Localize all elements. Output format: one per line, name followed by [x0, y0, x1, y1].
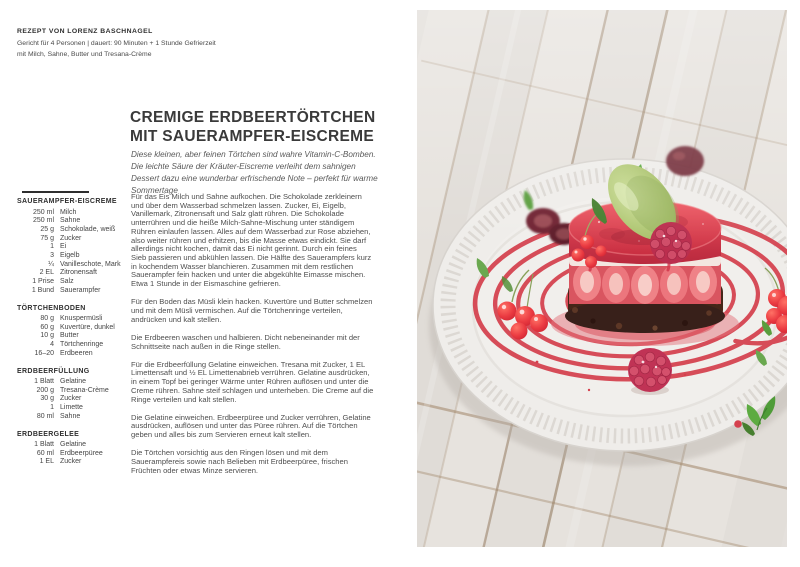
ingredient-quantity: 1 Blatt [34, 378, 54, 386]
ingredient-section-title: ERDBEERFÜLLUNG [17, 367, 90, 375]
recipe-intro: Diese kleinen, aber feinen Törtchen sind wahre Vitamin-C-Bomben. Die leichte Säure der Kräuter-Eiscreme verleiht dem sahnigen Dessert dazu eine wunderbar erfrischende Note – perfekt für warme Sommertage [131, 150, 378, 195]
ingredient-name: Erdbeerpüree [60, 449, 103, 457]
ingredient-quantity: 16–20 [34, 349, 54, 357]
instruction-paragraph: Für den Boden das Müsli klein hacken. Kuvertüre und Butter schmelzen und mit dem Müsli vermischen. Auf die Törtchenringe verteilen, andrücken und kalt stellen. [131, 297, 373, 324]
ingredient-name: Limette [60, 404, 83, 412]
title-line-2: MIT SAUERAMPFER-EISCREME [130, 127, 375, 145]
ingredient-row [17, 341, 123, 350]
page-title [130, 109, 420, 146]
ingredient-quantity: 25 g [40, 225, 54, 233]
ingredient-rows [17, 378, 123, 422]
ingredient-quantity: 1 EL [39, 458, 54, 466]
ingredient-row [17, 324, 123, 333]
ingredient-name: Törtchenringe [60, 341, 104, 349]
ingredient-name: Eigelb [60, 252, 80, 260]
ingredient-name: Kuvertüre, dunkel [60, 323, 115, 331]
ingredient-row [17, 450, 123, 459]
ingredient-name: Milch [60, 208, 77, 216]
ingredient-row [17, 413, 123, 422]
ingredient-row [17, 315, 123, 324]
ingredient-name: Salz [60, 278, 74, 286]
instruction-paragraph: Die Gelatine einweichen. Erdbeerpüree und Zucker verrühren, Gelatine ausdrücken, auflösen und unter das Püree rühren. Auf die Törtchen geben und alles bis zum Servieren erneut kalt stellen. [131, 412, 371, 440]
ingredient-row [17, 209, 123, 218]
ingredient-quantity: 1 Bund [31, 286, 54, 294]
ingredient-row [17, 332, 123, 341]
recipe-serving-info: Gericht für 4 Personen | dauert: 90 Minuten + 1 Stunde Gefrierzeit [17, 40, 216, 47]
ingredient-name: Sahne [60, 412, 81, 420]
ingredient-section [17, 198, 123, 296]
ingredients-column [17, 198, 123, 476]
ingredient-row [17, 235, 123, 244]
ingredient-quantity: 75 g [40, 234, 54, 242]
ingredient-name: Gelatine [60, 378, 87, 386]
ingredient-name: Zucker [60, 458, 82, 466]
ingredient-row [17, 395, 123, 404]
recipe-meta [17, 26, 347, 60]
ingredient-row [17, 252, 123, 261]
ingredient-quantity: 200 g [36, 386, 54, 394]
dessert-photo [417, 10, 787, 547]
ingredient-row [17, 378, 123, 387]
ingredient-name: Knuspermüsli [60, 315, 103, 323]
ingredient-section-title: TÖRTCHENBODEN [17, 304, 86, 312]
ingredient-quantity: 60 ml [36, 449, 54, 457]
ingredient-quantity: 1 [50, 243, 54, 251]
ingredient-row [17, 226, 123, 235]
ingredient-name: Ei [60, 243, 67, 251]
ingredient-section-title: SAUERAMPFER-EISCREME [17, 198, 117, 205]
recipe-author: REZEPT VON LORENZ BASCHNAGEL [17, 28, 153, 35]
ingredient-row [17, 217, 123, 226]
ingredient-row [17, 278, 123, 287]
ingredient-quantity: 80 ml [36, 412, 54, 420]
ingredient-quantity: ¼ [48, 260, 54, 268]
ingredient-quantity: 4 [50, 341, 54, 349]
title-line-1: CREMIGE ERDBEERTÖRTCHEN [130, 109, 376, 127]
ingredient-name: Butter [60, 332, 79, 340]
ingredient-name: Schokolade, weiß [60, 225, 116, 233]
ingredient-row [17, 387, 123, 396]
ingredient-section [17, 305, 123, 359]
instruction-paragraph: Für das Eis Milch und Sahne aufkochen. Die Schokolade zerkleinern und über dem Wasserbad schmelzen lassen. Zucker, Ei, Eigelb, Vanillemark, Zitronensaft und Salz glatt rühren. Die Schokolade unterrühren und die heiße Milch-Sahne-Mischung unter ständigem Rühren einlaufen lassen. Alles auf dem Wasserbad zur Rose abziehen, also weiter rühren und erhitzen, bis die Masse etwas eindickt. Sie darf allerdings nicht kochen, damit das Ei nicht gerinnt. Durch ein feines Sieb passieren und abkühlen lassen. Die Hälfte des Sauerampfers kurz in kochendem Wasser blanchieren. Zusammen mit dem restlichen Sauerampfer fein hacken und unter die abgekühlte Eimasse mischen. Etwa 1 Stunde in der Eismaschine gefrieren. [131, 192, 372, 289]
ingredient-name: Gelatine [60, 441, 87, 449]
ingredient-name: Vanilleschote, Mark [60, 260, 121, 268]
ingredient-quantity: 3 [50, 252, 54, 260]
photo-light-overlay [417, 10, 787, 547]
ingredient-section-title: ERDBEERGELEE [17, 430, 80, 438]
ingredient-quantity: 60 g [40, 323, 54, 331]
ingredient-quantity: 1 Prise [32, 278, 54, 286]
ingredient-quantity: 250 ml [32, 208, 54, 216]
ingredient-rows [17, 209, 123, 296]
ingredient-rows [17, 441, 123, 467]
instructions-column [131, 193, 374, 485]
ingredient-quantity: 2 EL [39, 269, 54, 277]
ingredient-row [17, 404, 123, 413]
ingredient-row [17, 287, 123, 296]
instruction-paragraph: Die Erdbeeren waschen und halbieren. Dicht nebeneinander mit der Schnittseite nach außen in die Ringe stellen. [131, 332, 360, 351]
ingredient-section [17, 368, 123, 422]
ingredient-row [17, 350, 123, 359]
ingredient-name: Tresana-Crème [60, 386, 109, 394]
ingredient-name: Zucker [60, 395, 82, 403]
instruction-paragraph: Für die Erdbeerfüllung Gelatine einweichen. Tresana mit Zucker, 1 EL Limettensaft und ½ EL Limettenabrieb verrühren. Gelatine ausdrücken, in einem Topf bei geringer Wärme unter Rühren auflösen und unter die Creme rühren. Sahne steif schlagen und unterheben. Die Creme auf die Ringe verteilen und kalt stellen. [131, 359, 374, 404]
ingredient-row [17, 458, 123, 467]
ingredient-quantity: 250 ml [32, 217, 54, 225]
ingredient-quantity: 80 g [40, 315, 54, 323]
ingredient-row [17, 269, 123, 278]
ingredient-quantity: 1 Blatt [34, 441, 54, 449]
ingredient-name: Zitronensaft [60, 269, 97, 277]
ingredient-quantity: 30 g [40, 395, 54, 403]
ingredient-name: Erdbeeren [60, 349, 93, 357]
recipe-dairy-info: mit Milch, Sahne, Butter und Tresana-Crème [17, 51, 152, 58]
instruction-paragraph: Die Törtchen vorsichtig aus den Ringen lösen und mit dem Sauerampfereis sowie nach Belieben mit Erdbeerpüree, frischen Früchten oder etwas Minze servieren. [131, 448, 348, 475]
ingredient-section [17, 431, 123, 468]
ingredient-name: Zucker [60, 234, 82, 242]
ingredient-row [17, 243, 123, 252]
ingredient-rows [17, 315, 123, 359]
ingredient-name: Sahne [60, 217, 81, 225]
ingredient-row [17, 261, 123, 270]
ingredient-row [17, 441, 123, 450]
ingredient-quantity: 10 g [40, 332, 54, 340]
ingredient-quantity: 1 [50, 404, 54, 412]
section-divider [22, 191, 89, 193]
ingredient-name: Sauerampfer [60, 286, 101, 294]
